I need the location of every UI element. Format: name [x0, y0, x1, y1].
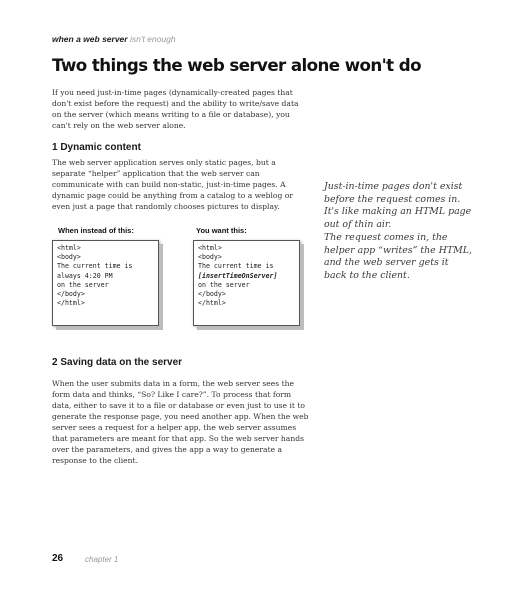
section-heading-dynamic-content: 1 Dynamic content [52, 142, 141, 153]
section-heading-saving-data: 2 Saving data on the server [52, 357, 183, 368]
intro-paragraph: If you need just-in-time pages (dynamically-created pages that don't exist before the request) and the ability to write/save data on the server (which means writing to a file or database), you can't rely on the web server alone. [52, 88, 299, 130]
code-line: </body> [57, 290, 85, 299]
handwritten-note-just-in-time: Just-in-time pages don't exist before the request comes in. It's like making an HTML page out of thin air. [324, 181, 472, 230]
code-line: <html> [198, 244, 222, 252]
code-line: The current time is [198, 262, 274, 271]
code-placeholder-line: [insertTimeOnServer] [198, 271, 278, 280]
code-line: on the server [198, 280, 250, 289]
page-number: 26 [52, 553, 64, 564]
code-line: </html> [57, 299, 85, 308]
chapter-label: chapter 1 [85, 555, 119, 564]
code-line: <body> [198, 253, 222, 262]
code-line: <body> [57, 253, 81, 262]
code-line: The current time is [57, 262, 133, 271]
code-line: always 4:20 PM [57, 271, 113, 280]
handwritten-note-helper-app: The request comes in, the helper app “writes” the HTML, and the web server gets it back to the client. [324, 232, 472, 281]
example-label-after: You want this: [196, 226, 247, 235]
page-title: Two things the web server alone won't do [52, 56, 421, 76]
code-line: </html> [198, 299, 226, 308]
static-html-code-box [52, 240, 159, 326]
code-line: <html> [57, 244, 81, 252]
saving-data-paragraph: When the user submits data in a form, the web server sees the form data and thinks, “So? Like I care?”. To process that form data, either to save it to a file or database or even just to use it to generate the response page, you need another app. When the web server sees a request for a helper app, the web server assumes that parameters are meant for that app. So the web server hands over the parameters, and gives the app a way to generate a response to the client. [52, 379, 309, 465]
example-label-before: When instead of this: [58, 226, 134, 235]
code-line: </body> [198, 290, 226, 299]
running-header-main: when a web server [52, 34, 128, 44]
dynamic-html-code-box [193, 240, 300, 326]
code-line: on the server [57, 280, 109, 289]
running-header-sub: isn't enough [129, 34, 176, 44]
dynamic-content-paragraph: The web server application serves only static pages, but a separate “helper” application that the web server can communicate with can build non-static, just-in-time pages. A dynamic page could be anything from a catalog to a weblog or even just a page that randomly chooses pictures to display. [52, 158, 293, 211]
running-header [52, 34, 176, 44]
